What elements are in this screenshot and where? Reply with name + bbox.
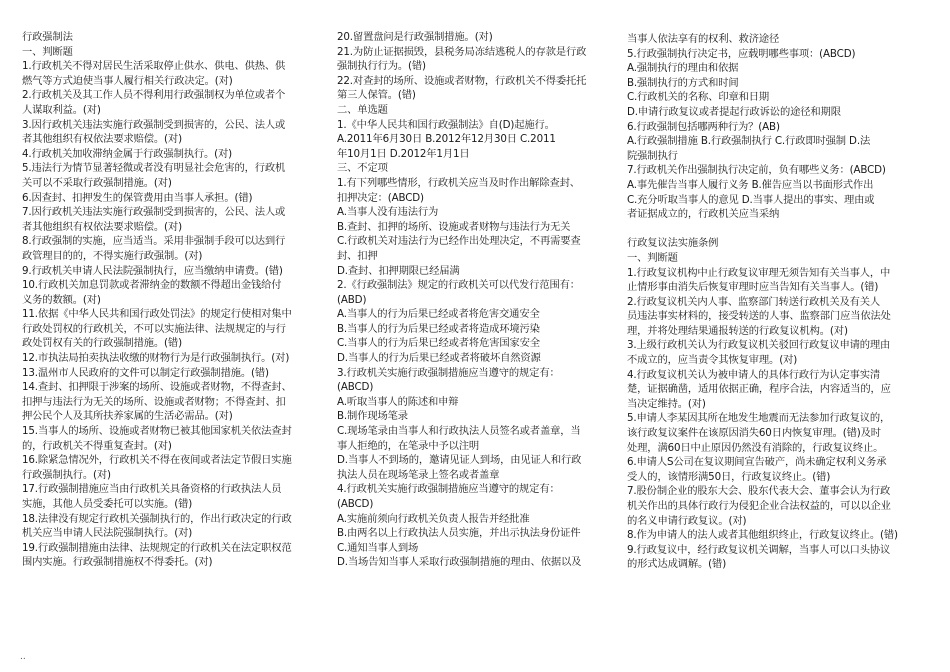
text-line: 2.行政复议机关内人事、监察部门转送行政机关及有关人 bbox=[627, 295, 881, 308]
text-line: A.强制执行的理由和依据 bbox=[627, 62, 739, 75]
text-line: 扣押决定：(ABCD) bbox=[337, 191, 424, 204]
text-line: C.行政机关的名称、印章和日期 bbox=[627, 91, 770, 104]
text-line: 5.申请人李某因其所在地发生地震而无法参加行政复议的， bbox=[627, 412, 891, 425]
text-line: 12.市执法局拍卖执法收缴的财物行为是行政强制执行。(对) bbox=[22, 352, 290, 365]
text-line: 4.行政机关加收滞纳金属于行政强制执行。(对) bbox=[22, 147, 233, 160]
text-line: A.实施前须向行政机关负责人报告并经批准 bbox=[337, 512, 530, 525]
text-line: B.制作现场笔录 bbox=[337, 410, 408, 423]
text-line: 10.行政机关加息罚款或者滞纳金的数额不得超出金钱给付 bbox=[22, 279, 282, 292]
text-line: 围内实施。行政强制措施权不得委托。(对) bbox=[22, 556, 213, 569]
text-line: 该行政复议案件在该原因消失60日内恢复审理。(错)及时 bbox=[627, 427, 881, 440]
text-line: D.申请行政复议或者提起行政诉讼的途径和期限 bbox=[627, 105, 841, 118]
text-line: 一、判断题 bbox=[627, 251, 678, 264]
text-line: 一、判断题 bbox=[22, 45, 73, 58]
text-line: 员违法事实材料的，接受转送的人事、监察部门应当依法处 bbox=[627, 310, 891, 323]
text-line: 者其他组织有权依法要求赔偿。(对) bbox=[22, 133, 182, 146]
text-line: 4.行政复议机关认为被申请人的具体行政行为认定事实清 bbox=[627, 368, 881, 381]
text-line: 9.行政复议中，经行政复议机关调解，当事人可以口头协议 bbox=[627, 543, 891, 556]
text-line: 者其他组织有权依法要求赔偿。(对) bbox=[22, 220, 182, 233]
text-line: 9.行政机关申请人民法院强制执行，应当缴纳申请费。(错) bbox=[22, 264, 283, 277]
text-line: 2.《行政强制法》规定的行政机关可以代发行范围有： bbox=[337, 279, 580, 292]
text-line: 13.温州市人民政府的文件可以制定行政强制措施。(错) bbox=[22, 366, 269, 379]
text-line: 7.行政机关作出强制执行决定前，负有哪些义务：(ABCD) bbox=[627, 164, 886, 177]
text-line: 20.留置盘问是行政强制措施。(对) bbox=[337, 31, 493, 43]
text-line: 事人拒绝的，在笔录中予以注明 bbox=[337, 439, 480, 452]
text-line: 不成立的，应当责令其恢复审理。(对) bbox=[627, 354, 798, 367]
text-line: C.当事人的行为后果已经或者将危害国家安全 bbox=[337, 337, 540, 350]
text-line: 18.法律没有规定行政机关强制执行的，作出行政决定的行政 bbox=[22, 512, 292, 525]
text-line: 执法人员在现场笔录上签名或者盖章 bbox=[337, 468, 500, 481]
text-line: A.听取当事人的陈述和申辩 bbox=[337, 395, 459, 408]
text-line: 1.行政机关不得对居民生活采取停止供水、供电、供热、供 bbox=[22, 60, 286, 73]
text-line: 人谋取利益。(对) bbox=[22, 103, 101, 116]
text-line: 二、单选题 bbox=[337, 103, 388, 116]
text-line: 押公民个人及其所扶养家属的生活必需品。(对) bbox=[22, 410, 233, 423]
text-line: 11.依据《中华人民共和国行政处罚法》的规定行使相对集中 bbox=[22, 308, 292, 321]
text-line: C.现场笔录由当事人和行政执法人员签名或者盖章，当 bbox=[337, 425, 581, 438]
text-line: 止情形事由消失后恢复审理时应当告知有关当事人。(错) bbox=[627, 281, 879, 294]
text-line: 21.为防止证据损毁，县税务局冻结逃税人的存款是行政 bbox=[337, 45, 587, 58]
text-line: 实施，其他人员受委托可以实施。(错) bbox=[22, 498, 193, 510]
text-line: B.由两名以上行政执法人员实施，并出示执法身份证件 bbox=[337, 527, 581, 540]
text-line: 燃气等方式迫使当事人履行相关行政决定。(对) bbox=[22, 74, 233, 87]
text-line: 3.上级行政机关认为行政复议机关驳回行政复议申请的理由 bbox=[627, 339, 891, 352]
text-line: D.当事人的行为后果已经或者将破坏自然资源 bbox=[337, 352, 541, 365]
text-line: 19.行政强制措施由法律、法规规定的行政机关在法定职权范 bbox=[22, 541, 292, 554]
text-line: 扣押与违法行为无关的场所、设施或者财物；不得查封、扣 bbox=[22, 395, 286, 408]
text-line: 1.《中华人民共和国行政强制法》自(D)起施行。 bbox=[337, 118, 555, 131]
text-line: 7.因行政机关违法实施行政强制受到损害的，公民、法人或 bbox=[22, 206, 286, 219]
text-line bbox=[627, 222, 929, 237]
text-line: 8.行政强制的实施，应当适当。采用非强制手段可以达到行 bbox=[22, 235, 286, 248]
text-line: A.2011年6月30日 B.2012年12月30日 C.2011 bbox=[337, 133, 556, 146]
text-line: (ABD) bbox=[337, 293, 367, 306]
text-line: 22.对查封的场所、设施或者财物，行政机关不得委托托 bbox=[337, 74, 587, 87]
text-line: A.当事人没有违法行为 bbox=[337, 206, 439, 219]
text-line: B.查封、扣押的场所、设施或者财物与违法行为无关 bbox=[337, 220, 571, 233]
text-line: 16.除紧急情况外，行政机关不得在夜间或者法定节假日实施 bbox=[22, 454, 292, 467]
text-line: 机关应当申请人民法院强制执行。(对) bbox=[22, 527, 193, 540]
text-line: 6.行政强制包括哪两种行为？(AB) bbox=[627, 120, 780, 133]
text-line: C.行政机关对违法行为已经作出处理决定，不再需要查 bbox=[337, 235, 581, 248]
text-line: 1.行政复议机构中止行政复议审理无须告知有关当事人，中 bbox=[627, 266, 891, 279]
text-line: 7.股份制企业的股东大会、股东代表大会、董事会认为行政 bbox=[627, 485, 891, 498]
text-column-2 bbox=[337, 30, 639, 570]
text-line: (ABCD) bbox=[337, 381, 374, 394]
text-line: A.当事人的行为后果已经或者将危害交通安全 bbox=[337, 308, 540, 321]
text-line: 当事人依法享有的权利、救济途径 bbox=[627, 33, 780, 45]
text-line: 8.作为申请人的法人或者其他组织终止，行政复议终止。(错) bbox=[627, 529, 898, 542]
text-line: 院强制执行 bbox=[627, 149, 678, 162]
text-line: 的名义申请行政复议。(对) bbox=[627, 514, 747, 527]
text-line: 14.查封、扣押限于涉案的场所、设施或者财物，不得查封、 bbox=[22, 381, 292, 394]
text-line: 理，并将处理结果通报转送的行政复议机构。(对) bbox=[627, 324, 848, 337]
text-line: 行政复议法实施条例 bbox=[627, 237, 719, 250]
page-footer-mark: .. bbox=[20, 652, 26, 662]
text-line: 机关作出的具体行政行为侵犯企业合法权益的，可以以企业 bbox=[627, 500, 891, 512]
text-line: 17.行政强制措施应当由行政机关具备资格的行政执法人员 bbox=[22, 483, 282, 496]
text-line: D.当事人不到场的，邀请见证人到场，由见证人和行政 bbox=[337, 454, 582, 467]
text-line: B.当事人的行为后果已经或者将造成环境污染 bbox=[337, 322, 540, 335]
text-line: 年10月1日 D.2012年1月1日 bbox=[337, 147, 470, 160]
text-line: 5.违法行为情节显著轻微或者没有明显社会危害的，行政机 bbox=[22, 162, 286, 175]
text-line: 行政处罚权的行政机关，不可以实施法律、法规规定的与行 bbox=[22, 322, 286, 335]
text-line: 的形式达成调解。(错) bbox=[627, 558, 727, 571]
text-column-1 bbox=[22, 30, 324, 570]
text-line: 6.因查封、扣押发生的保管费用由当事人承担。(错) bbox=[22, 191, 253, 204]
text-line: 第三人保管。(错) bbox=[337, 89, 416, 102]
text-line: B.强制执行的方式和时间 bbox=[627, 76, 739, 89]
text-line: (ABCD) bbox=[337, 498, 374, 510]
text-line: A.行政强制措施 B.行政强制执行 C.行政即时强制 D.法 bbox=[627, 135, 871, 148]
text-line: 强制执行行为。(错) bbox=[337, 60, 426, 73]
text-line: 义务的数额。(对) bbox=[22, 293, 101, 306]
text-line: 楚，证据确凿，适用依据正确，程序合法，内容适当的，应 bbox=[627, 383, 891, 396]
text-line: 3.因行政机关违法实施行政强制受到损害的，公民、法人或 bbox=[22, 118, 286, 131]
text-line: D.当场告知当事人采取行政强制措施的理由、依据以及 bbox=[337, 556, 582, 569]
text-line: 者证据成立的，行政机关应当采纳 bbox=[627, 208, 780, 221]
text-line: 当决定维持。(对) bbox=[627, 397, 706, 410]
text-line: 5.行政强制执行决定书，应载明哪些事项：(ABCD) bbox=[627, 47, 856, 60]
text-line: 4.行政机关实施行政强制措施应当遵守的规定有： bbox=[337, 483, 560, 496]
text-line: 6.申请人S公司在复议期间宣告破产，尚未确定权利义务承 bbox=[627, 456, 887, 469]
text-line: 处理，满60日中止原因仍然没有消除的，行政复议终止。 bbox=[627, 441, 884, 454]
text-line: 行政强制执行。(对) bbox=[22, 468, 111, 481]
text-line: 1.有下列哪些情形，行政机关应当及时作出解除查封、 bbox=[337, 176, 580, 189]
text-line: 3.行政机关实施行政强制措施应当遵守的规定有： bbox=[337, 366, 560, 379]
text-line: 行政强制法 bbox=[22, 31, 73, 43]
text-line: 受人的，该情形满50日，行政复议终止。(错) bbox=[627, 470, 831, 483]
text-line: 政管理目的的，不得实施行政强制。(对) bbox=[22, 249, 203, 262]
text-line: 三、不定项 bbox=[337, 162, 388, 175]
text-line: 的，行政机关不得重复查封。(对) bbox=[22, 439, 172, 452]
text-line: 封、扣押 bbox=[337, 249, 378, 262]
text-line: D.查封、扣押期限已经届满 bbox=[337, 264, 460, 277]
text-line: 2.行政机关及其工作人员不得利用行政强制权为单位或者个 bbox=[22, 89, 286, 102]
text-line: C.通知当事人到场 bbox=[337, 541, 419, 554]
text-line: 15.当事人的场所、设施或者财物已被其他国家机关依法查封 bbox=[22, 425, 292, 438]
text-line: 关可以不采取行政强制措施。(对) bbox=[22, 176, 172, 189]
text-column-3 bbox=[627, 32, 929, 572]
text-line: 政处罚权有关的行政强制措施。(错) bbox=[22, 337, 182, 350]
text-line: A.事先催告当事人履行义务 B.催告应当以书面形式作出 bbox=[627, 178, 874, 191]
text-line: C.充分听取当事人的意见 D.当事人提出的事实、理由或 bbox=[627, 193, 875, 206]
